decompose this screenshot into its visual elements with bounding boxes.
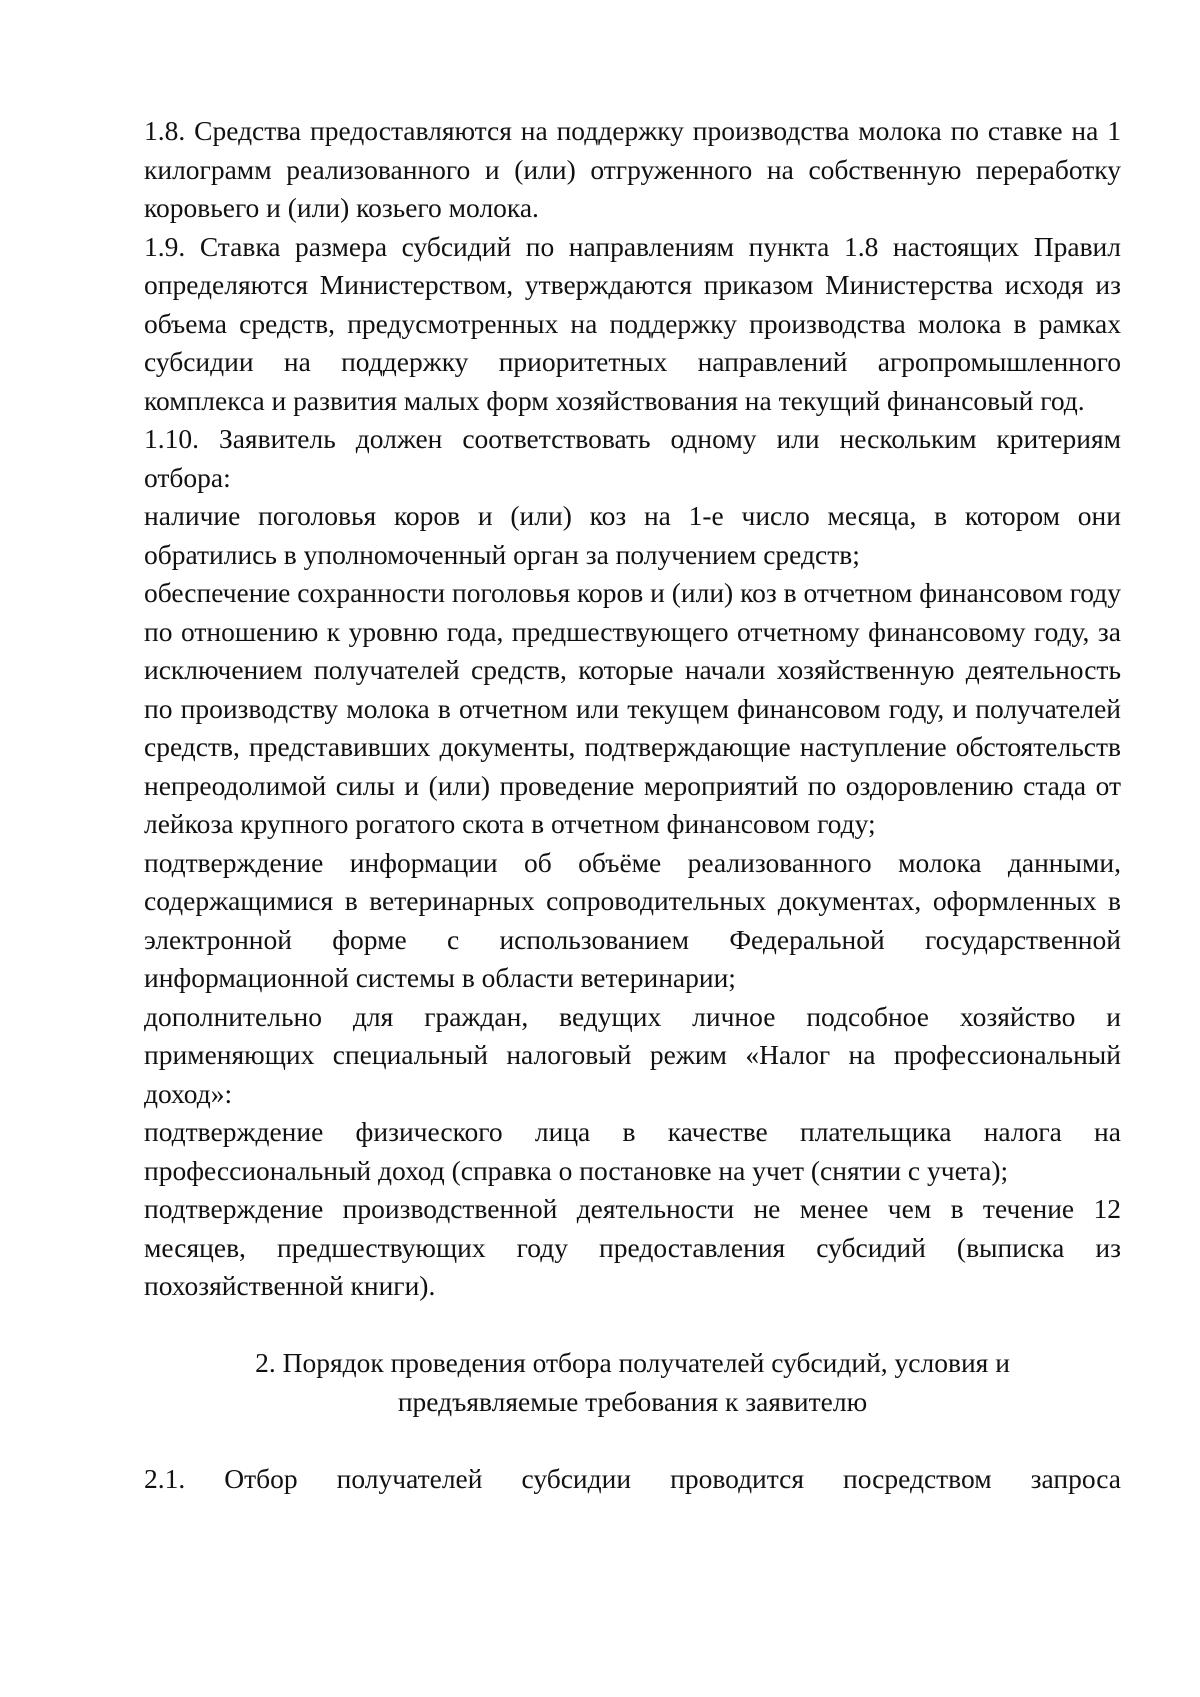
- section-heading: [144, 1306, 1121, 1460]
- criterion-additional: дополнительно для граждан, ведущих личное подсобное хозяйство и применяющих специальный налоговый режим «Налог на профессиональный доход»:: [144, 1000, 1121, 1109]
- paragraph-1-9: 1.9. Ставка размера субсидий по направлениям пункта 1.8 настоящих Правил определяются Министерством, утверждаются приказом Министерства исходя из объема средств, предусмотренных на поддержку производства молока в рамках субсидии на поддержку приоритетных направлений агропромышленного комплекса и развития малых форм хозяйствования на текущий финансовый год.: [144, 230, 1121, 416]
- criterion-taxpayer: подтверждение физического лица в качестве плательщика налога на профессиональный доход (справка о постановке на учет (снятии с учета);: [144, 1116, 1121, 1186]
- criterion-preservation: обеспечение сохранности поголовья коров и (или) коз в отчетном финансовом году по отношению к уровню года, предшествующего отчетному финансовому году, за исключением получателей средств, которые начали хозяйственную деятельность по производству молока в отчетном или текущем финансовом году, и получателей средств, представивших документы, подтверждающие наступление обстоятельств непреодолимой силы и (или) проведение мероприятий по оздоровлению стада от лейкоза крупного рогатого скота в отчетном финансовом году;: [144, 577, 1121, 839]
- criterion-production-activity: подтверждение производственной деятельности не менее чем в течение 12 месяцев, предшествующих году предоставления субсидий (выписка из похозяйственной книги).: [144, 1193, 1121, 1301]
- criterion-livestock: наличие поголовья коров и (или) коз на 1-е число месяца, в котором они обратились в уполномоченный орган за получением средств;: [144, 500, 1121, 570]
- section-heading-line-2: предъявляемые требования к заявителю: [397, 1385, 868, 1417]
- paragraph-1-8: 1.8. Средства предоставляются на поддержку производства молока по ставке на 1 килограмм реализованного и (или) отгруженного на собственную переработку коровьего и (или) козьего молока.: [144, 115, 1121, 223]
- paragraph-1-10: 1.10. Заявитель должен соответствовать одному или нескольким критериям отбора:: [144, 423, 1121, 493]
- criterion-vet-documents: подтверждение информации об объёме реализованного молока данными, содержащимися в ветеринарных сопроводительных документах, оформленных в электронной форме с использованием Федеральной государственной информационной системы в области ветеринарии;: [144, 846, 1121, 993]
- document-page: [144, 112, 1121, 1498]
- paragraph-2-1: 2.1. Отбор получателей субсидии проводится посредством запроса: [144, 1462, 1121, 1494]
- section-heading-line-1: 2. Порядок проведения отбора получателей субсидий, условия и: [255, 1347, 1010, 1378]
